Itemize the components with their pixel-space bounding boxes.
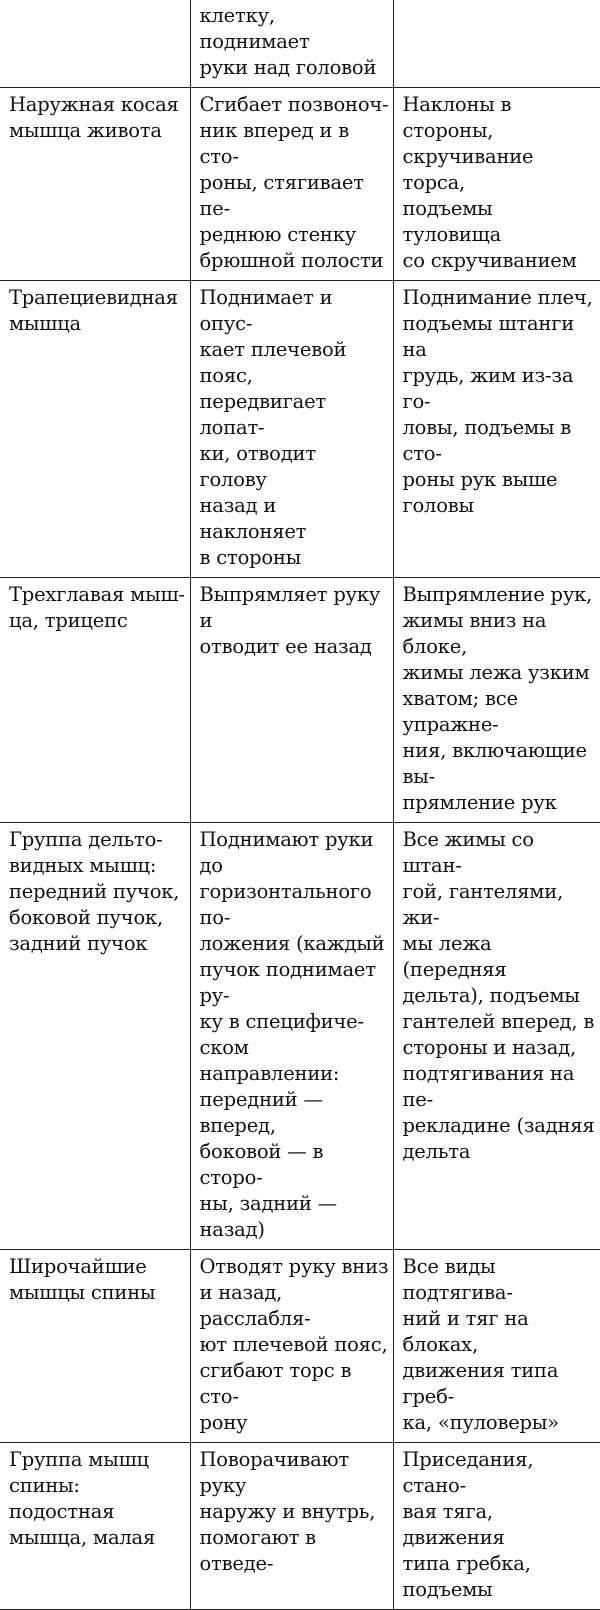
exercises-cell: Поднимание плеч, подъемы штанги на грудь, жим из-за го- ловы, подъемы в сто- роны рук выше головы xyxy=(393,281,600,578)
muscle-cell: Широчайшие мышцы спины xyxy=(0,1250,190,1443)
muscle-cell: Трапециевидная мышца xyxy=(0,281,190,578)
table-row xyxy=(0,1443,600,1610)
function-cell: Поднимает и опус- кает плечевой пояс, передвигает лопат- ки, отводит голову назад и наклоняет в стороны xyxy=(190,281,393,578)
exercises-cell: Все виды подтягива- ний и тяг на блоках, движения типа греб- ка, «пуловеры» xyxy=(393,1250,600,1443)
muscle-cell: Группа мышц спины: подостная мышца, малая xyxy=(0,1443,190,1610)
muscle-cell: Группа дельто- видных мышц: передний пучок, боковой пучок, задний пучок xyxy=(0,823,190,1250)
muscle-cell: Трехглавая мыш- ца, трицепс xyxy=(0,578,190,823)
table-row xyxy=(0,1250,600,1443)
table-row xyxy=(0,88,600,281)
table-row xyxy=(0,281,600,578)
table-row xyxy=(0,823,600,1250)
exercises-cell xyxy=(393,0,600,88)
function-cell: Сгибает позвоноч- ник вперед и в сто- роны, стягивает пе- реднюю стенку брюшной полости xyxy=(190,88,393,281)
function-cell: Поднимают руки до горизонтального по- ложения (каждый пучок поднимает ру- ку в специфиче- ском направлении: передний — вперед, боковой — в сторо- ны, задний — назад) xyxy=(190,823,393,1250)
exercises-cell: Все жимы со штан- гой, гантелями, жи- мы лежа (передняя дельта), подъемы гантелей вперед, в стороны и назад, подтягивания на пе- рекладине (задняя дельта xyxy=(393,823,600,1250)
muscle-cell: Наружная косая мышца живота xyxy=(0,88,190,281)
muscle-cell xyxy=(0,0,190,88)
function-cell: Поворачивают руку наружу и внутрь, помогают в отведе- xyxy=(190,1443,393,1610)
function-cell: Отводят руку вниз и назад, расслабля- ют плечевой пояс, сгибают торс в сто- рону xyxy=(190,1250,393,1443)
function-cell: Выпрямляет руку и отводит ее назад xyxy=(190,578,393,823)
table-row xyxy=(0,0,600,88)
function-cell: клетку, поднимает руки над головой xyxy=(190,0,393,88)
exercises-cell: Приседания, стано- вая тяга, движения типа гребка, подъемы xyxy=(393,1443,600,1610)
exercises-cell: Выпрямление рук, жимы вниз на блоке, жимы лежа узким хватом; все упражне- ния, включающие вы- прямление рук xyxy=(393,578,600,823)
exercises-cell: Наклоны в стороны, скручивание торса, подъемы туловища со скручиванием xyxy=(393,88,600,281)
table-row xyxy=(0,578,600,823)
